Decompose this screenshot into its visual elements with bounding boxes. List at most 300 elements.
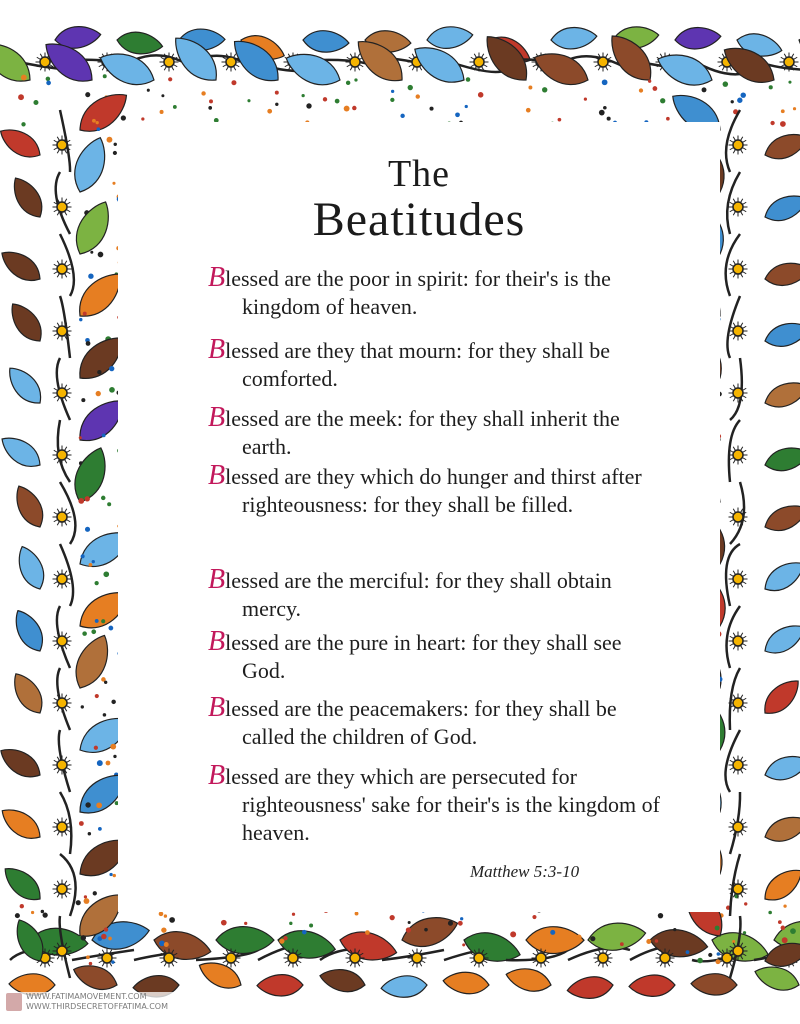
- dot: [335, 99, 340, 104]
- dot: [584, 98, 587, 101]
- dot: [101, 496, 105, 500]
- flower-center: [57, 574, 67, 584]
- dot: [408, 921, 411, 924]
- leaf-shape: [70, 959, 120, 995]
- verse-text: lessed are the merciful: for they shall obtain mercy.: [225, 568, 612, 621]
- dot: [723, 81, 729, 87]
- dot: [141, 117, 144, 120]
- citation: Matthew 5:3-10: [470, 862, 580, 881]
- dot: [620, 942, 624, 946]
- flower-center: [288, 953, 298, 963]
- dot: [81, 554, 85, 558]
- leaf-shape: [216, 927, 274, 954]
- leaf-shape: [761, 499, 800, 537]
- leaf-shape: [761, 376, 800, 413]
- watermark: [4, 992, 196, 1012]
- leaf-shape: [761, 128, 800, 165]
- dot: [109, 387, 115, 393]
- dot: [81, 935, 86, 940]
- dot: [416, 94, 420, 98]
- dot: [770, 121, 774, 125]
- watermark-line-1: WWW.FATIMAMOVEMENT.COM: [26, 992, 147, 1001]
- flower-center: [57, 884, 67, 894]
- leaf-shape: [758, 673, 800, 720]
- dot: [790, 928, 796, 934]
- leaf-shape: [2, 361, 48, 410]
- dot: [46, 81, 51, 86]
- dot: [354, 78, 357, 81]
- flower-center: [57, 512, 67, 522]
- dot: [96, 391, 101, 396]
- leaf-shape: [526, 927, 584, 954]
- flower-center: [733, 884, 743, 894]
- leaf-shape: [9, 481, 49, 532]
- leaf-shape: [566, 974, 614, 1001]
- flower-center: [733, 140, 743, 150]
- dot: [81, 705, 84, 708]
- dot: [590, 936, 595, 941]
- verse: [208, 762, 662, 847]
- leaf-shape: [380, 974, 427, 999]
- dot: [93, 891, 97, 895]
- dot: [275, 103, 278, 106]
- verse-text: lessed are the pure in heart: for they shall see God.: [225, 630, 622, 683]
- verse: [208, 462, 662, 519]
- dot: [76, 900, 81, 905]
- flower-center: [57, 140, 67, 150]
- dot: [306, 103, 311, 108]
- flower-center: [57, 450, 67, 460]
- dot: [275, 91, 279, 95]
- dot: [648, 80, 651, 83]
- flower-center: [350, 953, 360, 963]
- verse-initial: B: [208, 262, 226, 293]
- dot: [716, 959, 721, 964]
- dot: [18, 94, 24, 100]
- dot: [21, 75, 27, 81]
- dot: [408, 85, 413, 90]
- leaf-shape: [759, 555, 800, 598]
- dot: [96, 802, 102, 808]
- flower-center: [57, 698, 67, 708]
- dot: [283, 936, 287, 940]
- dot: [97, 370, 101, 374]
- dot: [769, 85, 773, 89]
- dot: [85, 92, 90, 97]
- dot: [160, 110, 164, 114]
- dot: [201, 91, 205, 95]
- leaf-shape: [763, 259, 800, 290]
- dot: [244, 922, 247, 925]
- leaf-shape: [281, 46, 345, 93]
- leaf-shape: [68, 630, 117, 694]
- dot: [104, 927, 108, 931]
- dot: [528, 86, 532, 90]
- leaf-shape: [0, 122, 46, 164]
- verse: [208, 264, 662, 321]
- dot: [292, 913, 295, 916]
- verse-text: lessed are they which do hunger and thirst after righteousness: for they shall be filled.: [225, 464, 642, 517]
- dot: [107, 137, 113, 143]
- dot: [102, 434, 106, 438]
- dot: [104, 572, 109, 577]
- flower-center: [722, 953, 732, 963]
- dot: [159, 941, 165, 947]
- leaf-shape: [648, 927, 709, 960]
- flower-center: [733, 202, 743, 212]
- verse: [208, 336, 662, 393]
- dot: [576, 935, 581, 940]
- flower-center: [40, 57, 50, 67]
- dot: [104, 681, 107, 684]
- flower-center: [784, 57, 794, 67]
- dot: [365, 930, 370, 935]
- dot: [98, 827, 102, 831]
- dot: [781, 926, 786, 931]
- dot: [780, 121, 786, 127]
- dot: [660, 98, 665, 103]
- leaf-shape: [0, 430, 46, 474]
- dot: [106, 761, 111, 766]
- leaf-shape: [0, 742, 46, 784]
- verse-initial: B: [208, 334, 226, 365]
- leaf-shape: [257, 974, 303, 996]
- leaf-shape: [758, 862, 800, 907]
- dot: [88, 832, 91, 835]
- flower-center: [412, 953, 422, 963]
- leaf-shape: [426, 24, 474, 50]
- leaf-shape: [12, 542, 49, 593]
- dot: [111, 960, 114, 963]
- dot: [778, 920, 782, 924]
- flower-center: [598, 953, 608, 963]
- dot: [731, 100, 734, 103]
- dot: [782, 937, 788, 943]
- dot: [84, 898, 90, 904]
- dot: [92, 119, 96, 123]
- dot: [41, 910, 44, 913]
- dot: [465, 105, 468, 108]
- leaf-shape: [586, 920, 647, 954]
- dot: [455, 112, 460, 117]
- verse-initial: B: [208, 460, 226, 491]
- dot: [20, 904, 24, 908]
- verse-initial: B: [208, 402, 226, 433]
- flower-center: [57, 264, 67, 274]
- dot: [81, 398, 85, 402]
- dot: [743, 931, 746, 934]
- dot: [90, 251, 93, 254]
- dot: [79, 318, 82, 321]
- flower-center: [598, 57, 608, 67]
- leaf-shape: [9, 606, 50, 657]
- dot: [110, 744, 116, 750]
- dot: [526, 108, 531, 113]
- watermark-line-2: WWW.THIRDSECRETOFFATIMA.COM: [26, 1002, 168, 1011]
- dot: [768, 911, 772, 915]
- dot: [355, 912, 359, 916]
- dot: [208, 106, 212, 110]
- dot: [655, 939, 659, 943]
- dot: [783, 905, 786, 908]
- dot: [111, 700, 115, 704]
- leaf-shape: [761, 189, 800, 227]
- leaf-shape: [0, 861, 47, 907]
- flower-center: [226, 953, 236, 963]
- dot: [46, 77, 50, 81]
- flower-center: [733, 574, 743, 584]
- flower-center: [57, 946, 67, 956]
- leaf-shape: [762, 318, 800, 351]
- flower-center: [474, 57, 484, 67]
- leaf-shape: [442, 970, 490, 995]
- dot: [788, 81, 791, 84]
- leaf-shape: [762, 751, 800, 786]
- flower-center: [164, 953, 174, 963]
- leaf-shape: [762, 443, 800, 476]
- flower-center: [536, 953, 546, 963]
- dot: [267, 109, 272, 114]
- dot: [344, 106, 350, 112]
- leaf-shape: [0, 244, 46, 287]
- leaf-shape: [116, 29, 165, 57]
- leaf-shape: [67, 133, 112, 197]
- fatima-logo-icon: [6, 993, 22, 1011]
- dot: [400, 114, 404, 118]
- leaf-shape: [68, 196, 118, 260]
- flower-center: [57, 202, 67, 212]
- dot: [109, 873, 112, 876]
- dot: [717, 952, 721, 956]
- dot: [702, 87, 707, 92]
- flower-center: [733, 636, 743, 646]
- leaf-shape: [759, 618, 800, 660]
- verse: [208, 404, 662, 461]
- dot: [542, 87, 547, 92]
- dot: [646, 939, 651, 944]
- flower-center: [57, 326, 67, 336]
- verse-text: lessed are the poor in spirit: for their's is the kingdom of heaven.: [225, 266, 611, 319]
- flower-center: [733, 822, 743, 832]
- dot: [221, 920, 227, 926]
- flower-center: [733, 760, 743, 770]
- dot: [88, 273, 93, 278]
- dot: [159, 912, 164, 917]
- dot: [103, 74, 107, 78]
- dot: [78, 498, 84, 504]
- dot: [113, 874, 116, 877]
- dot: [744, 902, 747, 905]
- leaf-shape: [761, 811, 800, 847]
- dot: [231, 80, 236, 85]
- dot: [406, 927, 411, 932]
- dot: [686, 950, 690, 954]
- leaf-shape: [318, 965, 367, 995]
- flower-center: [733, 512, 743, 522]
- flower-center: [733, 698, 743, 708]
- dot: [79, 436, 82, 439]
- dot: [460, 917, 463, 920]
- dot: [121, 115, 126, 120]
- dot: [85, 527, 90, 532]
- dot: [532, 915, 536, 919]
- flower-center: [57, 760, 67, 770]
- leaf-shape: [4, 298, 48, 348]
- leaf-shape: [302, 29, 349, 53]
- leaf-shape: [795, 30, 800, 66]
- dot: [147, 89, 150, 92]
- leaf-shape: [0, 802, 46, 846]
- dot: [161, 94, 164, 97]
- flower-center: [164, 57, 174, 67]
- flower-center: [102, 953, 112, 963]
- dot: [462, 943, 465, 946]
- dot: [209, 99, 213, 103]
- dot: [708, 953, 712, 957]
- dot: [390, 98, 394, 102]
- dot: [346, 81, 350, 85]
- dot: [302, 94, 305, 97]
- dot: [781, 109, 785, 113]
- dot: [607, 117, 611, 121]
- dot: [92, 560, 95, 563]
- flower-center: [733, 264, 743, 274]
- dot: [429, 107, 433, 111]
- dot: [108, 937, 112, 941]
- verse-initial: B: [208, 564, 226, 595]
- flower-center: [350, 57, 360, 67]
- dot: [95, 619, 99, 623]
- dot: [95, 581, 99, 585]
- dot: [510, 931, 516, 937]
- dot: [98, 252, 104, 258]
- dot: [666, 117, 670, 121]
- leaf-shape: [276, 927, 338, 963]
- flower-center: [733, 388, 743, 398]
- dot: [173, 105, 177, 109]
- leaf-shape: [529, 45, 593, 92]
- dot: [602, 79, 608, 85]
- dot: [109, 366, 114, 371]
- dot: [85, 496, 90, 501]
- text-panel: [118, 122, 720, 912]
- dot: [550, 930, 555, 935]
- dot: [101, 934, 107, 940]
- dot: [103, 713, 107, 717]
- dot: [653, 86, 658, 91]
- dot: [309, 923, 313, 927]
- dot: [793, 107, 796, 110]
- dot: [84, 895, 87, 898]
- leaf-shape: [674, 26, 722, 51]
- dot: [97, 127, 101, 131]
- dot: [741, 92, 746, 97]
- leaf-shape: [653, 47, 717, 93]
- dot: [673, 928, 676, 931]
- dot: [95, 694, 99, 698]
- dot: [164, 942, 169, 947]
- dot: [114, 143, 117, 146]
- flower-center: [57, 636, 67, 646]
- dot: [603, 106, 607, 110]
- verse-text: lessed are the meek: for they shall inherit the earth.: [225, 406, 620, 459]
- dot: [79, 821, 84, 826]
- dot: [86, 955, 90, 959]
- dot: [168, 77, 172, 81]
- dot: [352, 106, 356, 110]
- flower-center: [733, 946, 743, 956]
- verse: [208, 694, 662, 751]
- leaf-shape: [629, 974, 676, 997]
- dot: [558, 118, 562, 122]
- dot: [89, 962, 92, 965]
- dot: [458, 921, 463, 926]
- dot: [161, 927, 166, 932]
- dot: [466, 77, 471, 82]
- verse: [208, 566, 662, 623]
- dot: [391, 90, 394, 93]
- dot: [737, 98, 742, 103]
- leaf-shape: [504, 964, 554, 995]
- dot: [289, 922, 292, 925]
- flower-center: [474, 953, 484, 963]
- dot: [91, 629, 96, 634]
- title-the: The: [387, 153, 451, 195]
- leaf-shape: [550, 26, 598, 51]
- flower-center: [226, 57, 236, 67]
- dot: [113, 151, 117, 155]
- flower-center: [57, 822, 67, 832]
- verse: [208, 628, 662, 685]
- flower-center: [660, 953, 670, 963]
- verse-initial: B: [208, 626, 226, 657]
- dot: [448, 921, 453, 926]
- dot: [112, 182, 115, 185]
- dot: [169, 917, 175, 923]
- dot: [478, 92, 484, 98]
- dot: [94, 746, 98, 750]
- dot: [86, 341, 91, 346]
- dot: [323, 97, 327, 101]
- dot: [43, 912, 48, 917]
- leaf-shape: [0, 34, 38, 91]
- dot: [424, 928, 428, 932]
- dot: [108, 626, 113, 631]
- dot: [247, 99, 250, 102]
- dot: [97, 760, 103, 766]
- verse-initial: B: [208, 760, 226, 791]
- title-beatitudes: Beatitudes: [312, 193, 526, 246]
- dot: [83, 312, 87, 316]
- dot: [599, 110, 605, 116]
- dot: [164, 914, 167, 917]
- leaf-shape: [67, 443, 113, 507]
- verse-text: lessed are the peacemakers: for they shall be called the children of God.: [225, 696, 617, 749]
- dot: [302, 930, 307, 935]
- verse-initial: B: [208, 692, 226, 723]
- dot: [390, 915, 395, 920]
- leaf-shape: [7, 172, 50, 222]
- flower-center: [733, 326, 743, 336]
- dot: [31, 911, 34, 914]
- dot: [697, 958, 703, 964]
- flower-center: [733, 450, 743, 460]
- verse-text: lessed are they which are persecuted for righteousness' sake for their's is the kingdom of heaven.: [225, 764, 660, 845]
- dot: [101, 619, 105, 623]
- dot: [658, 913, 663, 918]
- verse-text: lessed are they that mourn: for they shall be comforted.: [225, 338, 610, 391]
- dot: [715, 926, 720, 931]
